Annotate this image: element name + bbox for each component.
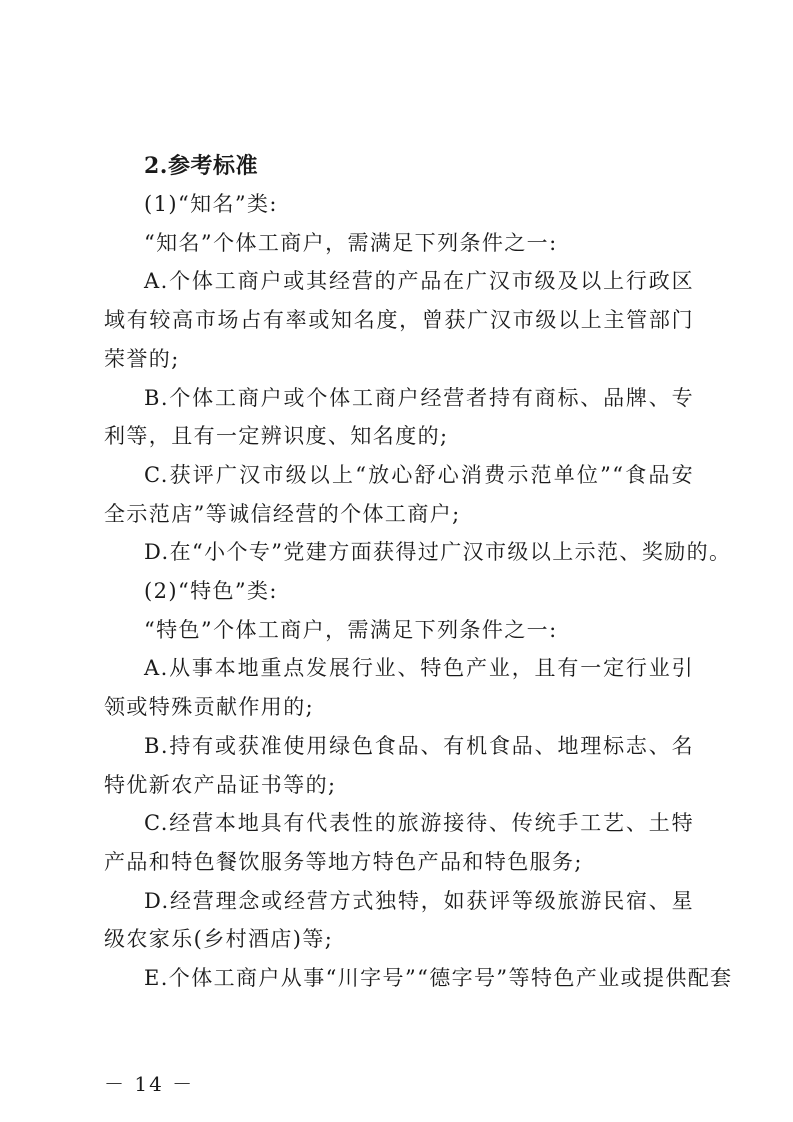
feature-conditions-intro: “特色”个体工商户，需满足下列条件之一:	[144, 617, 558, 642]
feature-condition-b: B.持有或获准使用绿色食品、有机食品、地理标志、名特优新农产品证书等的;	[104, 733, 694, 797]
section-heading: 2.参考标准	[144, 153, 258, 179]
page-number: － 14 －	[104, 1072, 195, 1096]
feature-condition-c: C.经营本地具有代表性的旅游接待、传统手工艺、土特产品和特色餐饮服务等地方特色产品和特色服务;	[104, 811, 694, 874]
famous-condition-d: D.在“小个专”党建方面获得过广汉市级以上示范、奖励的。	[144, 540, 732, 565]
feature-condition-e: E.个体工商户从事“川字号”“德字号”等特色产业或提供配套	[144, 966, 733, 991]
famous-condition-b: B.个体工商户或个体工商户经营者持有商标、品牌、专利等，且有一定辨识度、知名度的;	[104, 385, 694, 449]
feature-condition-a: A.从事本地重点发展行业、特色产业，且有一定行业引领或特殊贡献作用的;	[104, 656, 694, 720]
category-title-feature: (2)“特色”类:	[144, 579, 278, 604]
document-body	[104, 147, 733, 998]
famous-conditions-intro: “知名”个体工商户，需满足下列条件之一:	[144, 230, 558, 255]
famous-condition-c: C.获评广汉市级以上“放心舒心消费示范单位”“食品安全示范店”等诚信经营的个体工商户;	[104, 462, 694, 526]
famous-condition-a: A.个体工商户或其经营的产品在广汉市级及以上行政区域有较高市场占有率或知名度，曾获广汉市级以上主管部门荣誉的;	[104, 269, 694, 371]
category-title-famous: (1)“知名”类:	[144, 192, 278, 216]
feature-condition-d: D.经营理念或经营方式独特，如获评等级旅游民宿、星级农家乐(乡村酒店)等;	[104, 888, 694, 952]
